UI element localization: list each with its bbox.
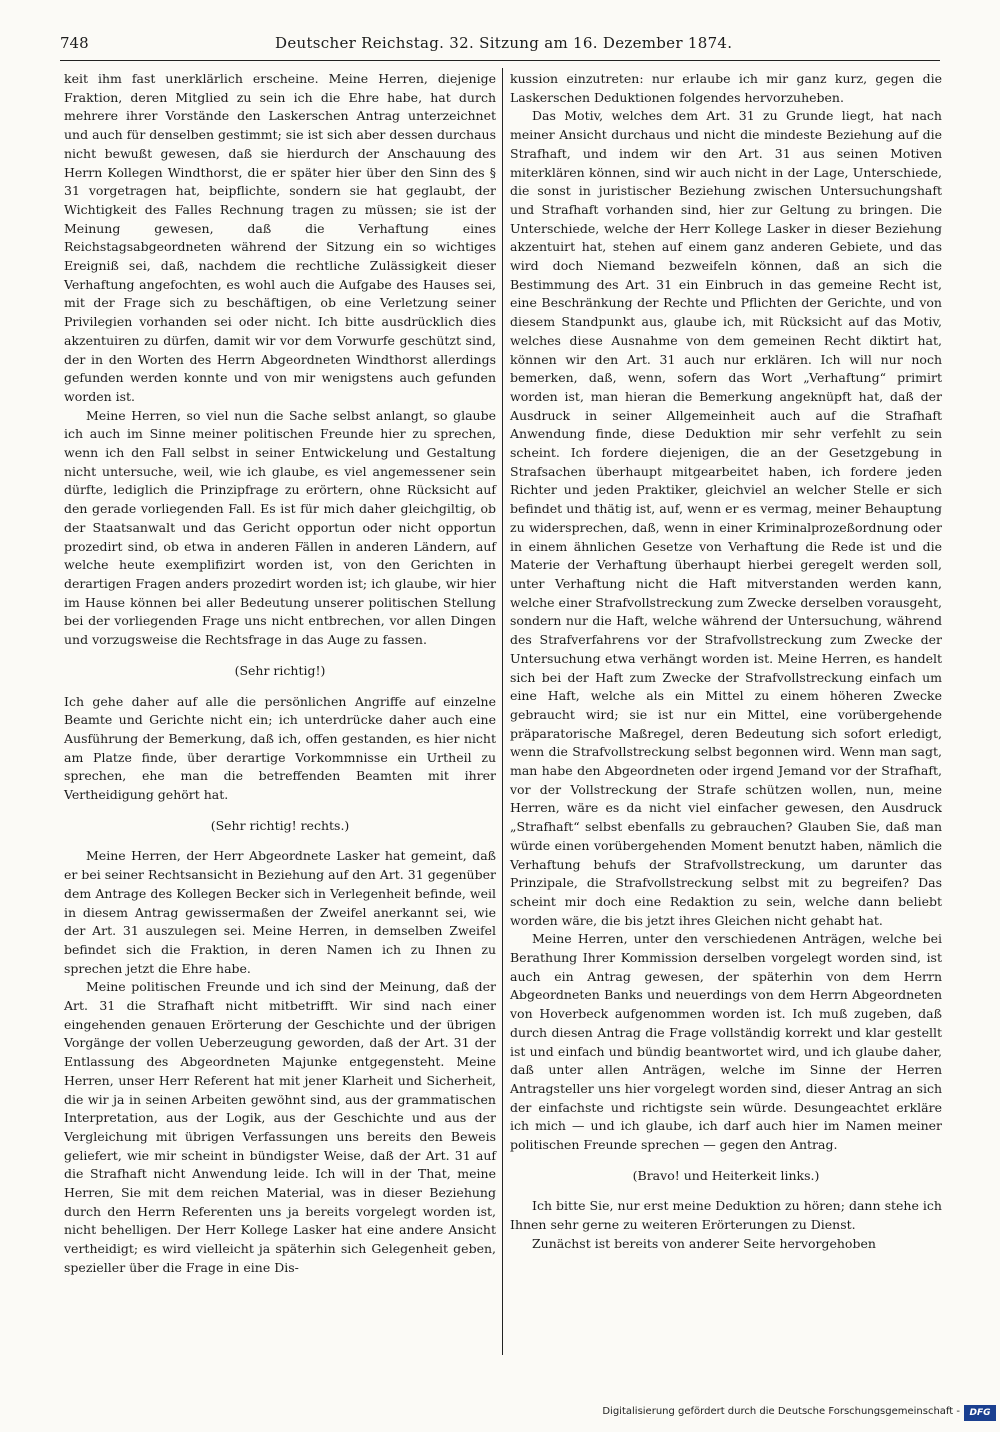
paragraph: Ich gehe daher auf alle die persönlichen Angriffe auf einzelne Beamte und Gerichte nicht ein; ich unterdrücke daher auch eine Ausführung der Bemerkung, daß ich, offen gestanden, es hier nicht am Platze finde, über derartige Vorkommnisse ein Urtheil zu sprechen, ehe man die betreffenden Beamten mit ihrer Vertheidigung gehört hat.: [64, 693, 496, 803]
right-column: [510, 70, 942, 1254]
paragraph: Ich bitte Sie, nur erst meine Deduktion zu hören; dann stehe ich Ihnen sehr gerne zu weiteren Erörterungen zu Dienst.: [510, 1198, 942, 1233]
paragraph: Das Motiv, welches dem Art. 31 zu Grunde liegt, hat nach meiner Ansicht durchaus und nicht die mindeste Beziehung auf die Strafhaft, und indem wir den Art. 31 aus seinen Motiven miterklären können, sind wir auch nicht in der Lage, Unterschiede, die sonst in juristischer Beziehung zwischen Untersuchungshaft und Strafhaft vorhanden sind, hier zur Geltung zu bringen. Die Unterschiede, welche der Herr Kollege Lasker in dieser Beziehung akzentuirt hat, stehen auf einem ganz anderen Gebiete, und das wird doch Niemand bezweifeln können, daß an sich die Bestimmung des Art. 31 ein Einbruch in das gemeine Recht ist, eine Beschränkung der Rechte und Pflichten der Gerichte, und von diesem Standpunkt aus, glaube ich, mit Rücksicht auf das Motiv, welches diese Ausnahme von dem gemeinen Recht diktirt hat, können wir den Art. 31 auch nur erklären. Ich will nur noch bemerken, daß, wenn, sofern das Wort „Verhaftung“ primirt worden ist, man hieran die Bemerkung angeknüpft hat, daß der Ausdruck in seiner Allgemeinheit auch auf die Strafhaft Anwendung finde, diese Deduktion mir sehr verfehlt zu sein scheint. Ich fordere diejenigen, die an der Gesetzgebung in Strafsachen überhaupt mitgearbeitet haben, ich fordere jeden Richter und jeden Praktiker, gleichviel an welcher Stelle er sich befindet und thätig ist, auf, wenn er es vermag, meiner Behauptung zu widersprechen, daß, wenn in einer Kriminalprozeßordnung oder in einem ähnlichen Gesetze von Verhaftung die Rede ist und die Materie der Verhaftung überhaupt hierbei geregelt werden soll, unter Verhaftung nicht die Haft mitverstanden werden kann, welche einer Strafvollstreckung zum Zwecke derselben vorausgeht, sondern nur die Haft, welche während der Untersuchung, während des Strafverfahrens vor der Strafvollstreckung zum Zwecke der Untersuchung etwa verhängt worden ist. Meine Herren, es handelt sich bei der Haft zum Zwecke der Strafvollstreckung einfach um eine Haft, welche als ein Mittel zu einem höheren Zwecke gebraucht wird; sie ist nur ein Mittel, eine vorübergehende präparatorische Maßregel, deren Bedeutung sich sofort erledigt, wenn die Strafvollstreckung selbst begonnen wird. Wenn man sagt, man habe den Abgeordneten oder irgend Jemand vor der Strafhaft, vor der Vollstreckung der Strafe schützen wollen, nun, meine Herren, wäre es da nicht viel einfacher gewesen, den Ausdruck „Strafhaft“ selbst ebenfalls zu gebrauchen? Glauben Sie, daß man würde einen vorübergehenden Moment benutzt haben, nämlich die Verhaftung behufs der Strafvollstreckung, um darunter das Prinzipale, die Strafvollstreckung selbst mit zu begreifen? Das scheint mir doch eine Redaktion zu sein, welche dann beliebt worden wäre, die bis jetzt ihres Gleichen nicht gehabt hat.: [510, 108, 942, 928]
column-divider: [502, 68, 503, 1355]
header-rule: [60, 60, 940, 61]
paragraph: Meine politischen Freunde und ich sind der Meinung, daß der Art. 31 die Strafhaft nicht mitbetrifft. Wir sind nach einer eingehenden genauen Erörterung der Geschichte und der übrigen Vorgänge der vollen Ueberzeugung geworden, daß der Art. 31 der Entlassung des Abgeordneten Majunke entgegensteht. Meine Herren, unser Herr Referent hat mit jener Klarheit und Sicherheit, die wir ja in seinen Arbeiten gewöhnt sind, aus der grammatischen Interpretation, aus der Logik, aus der Geschichte und aus der Vergleichung mit übrigen Verfassungen uns bereits den Beweis geliefert, wie mir scheint in bündigster Weise, daß der Art. 31 auf die Strafhaft nicht Anwendung leide. Ich will in der That, meine Herren, Sie mit dem reichen Material, was in dieser Beziehung durch den Herrn Referenten uns ja bereits vorgelegt worden ist, nicht behelligen. Der Herr Kollege Lasker hat eine andere Ansicht vertheidigt; es wird vielleicht ja späterhin sich Gelegenheit geben, spezieller über die Frage in eine Dis-: [64, 979, 496, 1275]
footer: [0, 1405, 1000, 1423]
paragraph: keit ihm fast unerklärlich erscheine. Meine Herren, diejenige Fraktion, deren Mitglied zu sein ich die Ehre habe, hat durch mehrere ihrer Vorstände den Laskerschen Antrag unterzeichnet und auch für denselben gestimmt; sie ist sich aber dessen durchaus nicht bewußt gewesen, daß sie hierdurch der Anschauung des Herrn Kollegen Windthorst, die er später hier über den Sinn des § 31 vorgetragen hat, beipflichte, sondern sie hat geglaubt, der Wichtigkeit des Falles Rechnung tragen zu müssen; sie ist der Meinung gewesen, daß die Verhaftung eines Reichstagsabgeordneten während der Sitzung ein so wichtiges Ereigniß sei, daß, nachdem die rechtliche Zulässigkeit dieser Verhaftung angefochten, es wohl auch die Aufgabe des Hauses sei, mit der Frage sich zu beschäftigen, ob eine Verletzung seiner Privilegien vorhanden sei oder nicht. Ich bitte ausdrücklich dies akzentuiren zu dürfen, damit wir vor dem Vorwurfe geschützt sind, der in den Worten des Herrn Abgeordneten Windthorst allerdings gefunden werden konnte und von mir wenigstens auch gefunden worden ist.: [64, 71, 496, 404]
paragraph: kussion einzutreten: nur erlaube ich mir ganz kurz, gegen die Laskerschen Deduktionen folgendes hervorzuheben.: [510, 71, 942, 105]
paragraph: Meine Herren, unter den verschiedenen Anträgen, welche bei Berathung Ihrer Kommission derselben vorgelegt worden sind, ist auch ein Antrag gewesen, der späterhin von dem Herrn Abgeordneten Banks und neuerdings von dem Herrn Abgeordneten von Hoverbeck aufgenommen worden ist. Ich muß zugeben, daß durch diesen Antrag die Frage vollständig korrekt und klar gestellt ist und einfach und bündig beantwortet wird, und ich glaube daher, daß unter allen Anträgen, welche im Sinne der Herren Antragsteller uns hier vorgelegt worden sind, dieser Antrag an sich der einfachste und richtigste sein würde. Desungeachtet erkläre ich mich — und ich glaube, ich darf auch hier im Namen meiner politischen Freunde sprechen — gegen den Antrag.: [510, 931, 942, 1153]
digitization-credit: Digitalisierung gefördert durch die Deutsche Forschungsgemeinschaft -: [602, 1406, 960, 1417]
page-header: [60, 34, 940, 56]
paragraph: Zunächst ist bereits von anderer Seite hervorgehoben: [532, 1235, 876, 1251]
interjection: (Sehr richtig! rechts.): [210, 817, 350, 833]
left-column: [64, 70, 496, 1278]
interjection: (Sehr richtig!): [234, 662, 326, 678]
dfg-logo: DFG: [964, 1405, 996, 1421]
page-number: 748: [60, 34, 89, 52]
running-head: Deutscher Reichstag. 32. Sitzung am 16. Dezember 1874.: [275, 34, 733, 52]
interjection: (Bravo! und Heiterkeit links.): [632, 1167, 820, 1183]
paragraph: Meine Herren, der Herr Abgeordnete Lasker hat gemeint, daß er bei seiner Rechtsansicht in Beziehung auf den Art. 31 gegenüber dem Antrage des Kollegen Becker sich in Verlegenheit befinde, weil in diesem Antrag gewissermaßen der Zweifel anerkannt sei, wie der Art. 31 auszulegen sei. Meine Herren, in demselben Zweifel befindet sich die Fraktion, in deren Namen ich zu Ihnen zu sprechen jetzt die Ehre habe.: [64, 848, 496, 976]
paragraph: Meine Herren, so viel nun die Sache selbst anlangt, so glaube ich auch im Sinne meiner politischen Freunde hier zu sprechen, wenn ich den Fall selbst in seiner Entwickelung und Gestaltung nicht untersuche, weil, wie ich glaube, es viel angemessener sein dürfte, lediglich die Prinzipfrage zu erörtern, ohne Rücksicht auf den gerade vorliegenden Fall. Es ist für mich daher gleichgiltig, ob der Staatsanwalt und das Gericht opportun oder nicht opportun prozedirt sind, ob etwa in anderen Fällen in anderen Ländern, auf welche heute exemplifizirt worden ist, von den Gerichten in derartigen Fragen anders prozedirt worden ist; ich glaube, wir hier im Hause können bei aller Bedeutung unserer politischen Stellung bei der vorliegenden Frage uns nicht entbrechen, vor allen Dingen und vorzugsweise die Rechtsfrage in das Auge zu fassen.: [64, 407, 496, 648]
